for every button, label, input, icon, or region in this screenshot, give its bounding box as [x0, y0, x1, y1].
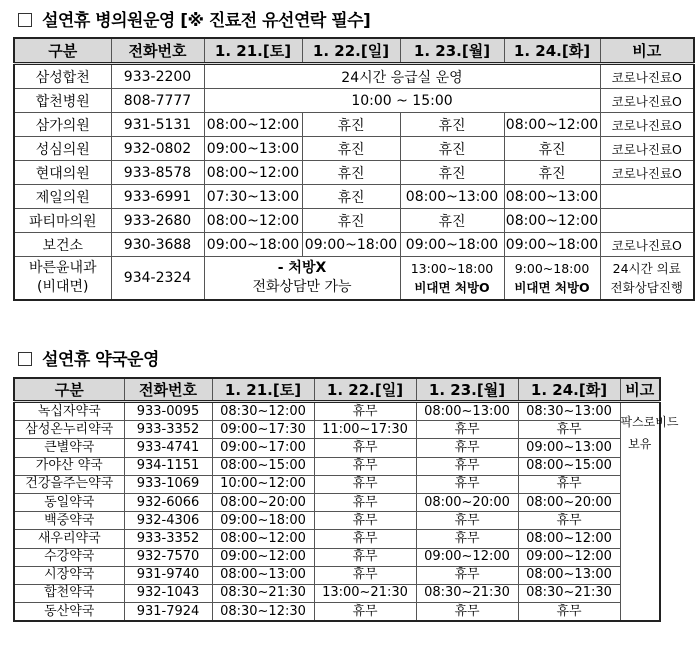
pharmacy-name: 수강약국 [14, 548, 124, 566]
clinic-name: 성심의원 [14, 137, 111, 161]
day3-line2: 비대면 처방O [414, 280, 490, 295]
pharmacy-day1: 08:30~21:30 [212, 584, 314, 602]
clinic-day3: 휴진 [400, 137, 504, 161]
pharmacy-day3: 휴무 [416, 530, 518, 548]
pharmacy-phone: 932-4306 [124, 512, 212, 530]
clinic-note: 코로나진료O [600, 137, 694, 161]
pharmacy-day3: 09:00~12:00 [416, 548, 518, 566]
pharmacy-day3: 휴무 [416, 512, 518, 530]
pharmacy-name: 가야산 약국 [14, 457, 124, 475]
clinic-note [600, 209, 694, 233]
clinic-note: 코로나진료O [600, 64, 694, 89]
header-day2: 1. 22.[일] [314, 378, 416, 402]
checkbox-square-icon [18, 352, 32, 366]
day3-line1: 13:00~18:00 [410, 261, 494, 276]
header-day4: 1. 24.[화] [518, 378, 620, 402]
note-line1: 24시간 의료 [612, 261, 681, 276]
header-note: 비고 [620, 378, 660, 402]
clinics-header-row [14, 38, 694, 64]
pharmacy-day4: 휴무 [518, 421, 620, 439]
clinic-day2: 09:00~18:00 [302, 233, 400, 257]
pharmacy-day2: 휴무 [314, 439, 416, 457]
note-line2: 보유 [628, 437, 652, 451]
day4-line1: 9:00~18:00 [514, 261, 590, 276]
clinic-day1: 09:00~13:00 [204, 137, 302, 161]
header-day4: 1. 24.[화] [504, 38, 600, 64]
section-title-clinics [18, 6, 370, 31]
pharmacy-day4: 09:00~13:00 [518, 439, 620, 457]
table-row [14, 257, 694, 301]
clinic-day3: 08:00~13:00 [400, 185, 504, 209]
pharmacy-day2: 13:00~21:30 [314, 584, 416, 602]
clinic-day4: 08:00~12:00 [504, 113, 600, 137]
pharmacy-day1: 08:30~12:00 [212, 402, 314, 421]
pharmacy-day4: 08:00~15:00 [518, 457, 620, 475]
clinic-day1: 07:30~13:00 [204, 185, 302, 209]
pharmacy-phone: 931-7924 [124, 603, 212, 622]
clinic-day1: 09:00~18:00 [204, 233, 302, 257]
pharmacy-phone: 934-1151 [124, 457, 212, 475]
clinic-note: 코로나진료O [600, 233, 694, 257]
pharmacy-day2: 11:00~17:30 [314, 421, 416, 439]
pharmacy-phone: 932-6066 [124, 493, 212, 511]
pharmacy-name: 동산약국 [14, 603, 124, 622]
pharmacy-day3: 08:30~21:30 [416, 584, 518, 602]
pharmacy-day3: 08:00~13:00 [416, 402, 518, 421]
pharmacy-day4: 휴무 [518, 475, 620, 493]
pharmacy-day2: 휴무 [314, 493, 416, 511]
clinic-name: 삼가의원 [14, 113, 111, 137]
table-row [14, 185, 694, 209]
pharmacy-name: 새우리약국 [14, 530, 124, 548]
clinic-note: 코로나진료O [600, 113, 694, 137]
clinic-day1: 08:00~12:00 [204, 209, 302, 233]
pharmacy-day1: 09:00~17:30 [212, 421, 314, 439]
pharmacy-day2: 휴무 [314, 402, 416, 421]
clinic-day2: 휴진 [302, 113, 400, 137]
table-row [14, 209, 694, 233]
note-line2: 전화상담진행 [610, 280, 683, 295]
table-row [14, 439, 660, 457]
header-category: 구분 [14, 38, 111, 64]
pharmacy-day2: 휴무 [314, 566, 416, 584]
pharmacy-phone: 933-4741 [124, 439, 212, 457]
pharmacies-header-row [14, 378, 660, 402]
clinic-day1: 08:00~12:00 [204, 113, 302, 137]
pharmacy-phone: 933-3352 [124, 421, 212, 439]
clinic-day3: 휴진 [400, 209, 504, 233]
pharmacy-phone: 933-0095 [124, 402, 212, 421]
pharmacy-day3: 휴무 [416, 475, 518, 493]
clinic-name-line2: (비대면) [37, 279, 89, 295]
header-day3: 1. 23.[월] [416, 378, 518, 402]
pharmacy-name: 합천약국 [14, 584, 124, 602]
clinic-day3 [400, 257, 504, 301]
pharmacies-title-text: 설연휴 약국운영 [42, 350, 159, 370]
clinics-table [13, 37, 695, 301]
clinic-name: 삼성합천 [14, 64, 111, 89]
clinic-day2: 휴진 [302, 185, 400, 209]
header-category: 구분 [14, 378, 124, 402]
clinic-phone: 933-8578 [111, 161, 204, 185]
pharmacy-name: 백중약국 [14, 512, 124, 530]
pharmacy-day2: 휴무 [314, 548, 416, 566]
clinic-note: 코로나진료O [600, 89, 694, 113]
pharmacy-day2: 휴무 [314, 530, 416, 548]
pharmacy-day2: 휴무 [314, 457, 416, 475]
table-row [14, 233, 694, 257]
pharmacies-table [13, 377, 679, 622]
clinic-note [600, 257, 694, 301]
pharmacy-note [620, 402, 679, 622]
table-row [14, 89, 694, 113]
header-note: 비고 [600, 38, 694, 64]
clinic-day3: 휴진 [400, 161, 504, 185]
clinic-note: 코로나진료O [600, 161, 694, 185]
pharmacy-day3: 휴무 [416, 457, 518, 475]
pharmacy-day1: 08:30~12:30 [212, 603, 314, 622]
pharmacy-day4: 08:00~12:00 [518, 530, 620, 548]
table-row [14, 603, 660, 622]
clinic-name-multiline [14, 257, 111, 301]
clinic-day4: 09:00~18:00 [504, 233, 600, 257]
table-row [14, 548, 660, 566]
merged-line1: - 처방X [277, 260, 327, 276]
pharmacy-phone: 933-1069 [124, 475, 212, 493]
clinic-name: 현대의원 [14, 161, 111, 185]
clinic-phone: 934-2324 [111, 257, 204, 301]
clinic-phone: 932-0802 [111, 137, 204, 161]
pharmacy-phone: 932-7570 [124, 548, 212, 566]
table-row [14, 113, 694, 137]
table-row [14, 530, 660, 548]
pharmacy-phone: 933-3352 [124, 530, 212, 548]
table-row [14, 137, 694, 161]
table-row [14, 584, 660, 602]
clinic-phone: 930-3688 [111, 233, 204, 257]
pharmacy-day3: 휴무 [416, 603, 518, 622]
pharmacy-name: 동일약국 [14, 493, 124, 511]
clinic-phone: 933-2680 [111, 209, 204, 233]
clinic-note [600, 185, 694, 209]
clinic-day1: 08:00~12:00 [204, 161, 302, 185]
pharmacy-day1: 08:00~15:00 [212, 457, 314, 475]
header-day1: 1. 21.[토] [212, 378, 314, 402]
pharmacy-phone: 931-9740 [124, 566, 212, 584]
clinic-day2: 휴진 [302, 161, 400, 185]
pharmacy-day1: 09:00~18:00 [212, 512, 314, 530]
checkbox-square-icon [18, 13, 32, 27]
table-row [14, 457, 660, 475]
clinic-name: 합천병원 [14, 89, 111, 113]
day4-line2: 비대면 처방O [514, 280, 590, 295]
header-day1: 1. 21.[토] [204, 38, 302, 64]
pharmacy-day4: 08:00~13:00 [518, 566, 620, 584]
pharmacy-day3: 08:00~20:00 [416, 493, 518, 511]
header-phone: 전화번호 [111, 38, 204, 64]
clinic-day4: 휴진 [504, 161, 600, 185]
pharmacy-day1: 09:00~12:00 [212, 548, 314, 566]
header-day3: 1. 23.[월] [400, 38, 504, 64]
clinic-day3: 09:00~18:00 [400, 233, 504, 257]
pharmacy-day1: 08:00~12:00 [212, 530, 314, 548]
table-row [14, 421, 660, 439]
table-row [14, 566, 660, 584]
table-row [14, 493, 660, 511]
merged-line2: 전화상담만 가능 [252, 279, 352, 295]
pharmacy-name: 삼성온누리약국 [14, 421, 124, 439]
clinic-phone: 931-5131 [111, 113, 204, 137]
clinic-phone: 933-2200 [111, 64, 204, 89]
pharmacy-name: 큰별약국 [14, 439, 124, 457]
table-row [14, 512, 660, 530]
pharmacy-day3: 휴무 [416, 421, 518, 439]
clinic-hours-merged: 24시간 응급실 운영 [204, 64, 600, 89]
clinic-name: 제일의원 [14, 185, 111, 209]
clinic-day4: 08:00~12:00 [504, 209, 600, 233]
clinic-phone: 808-7777 [111, 89, 204, 113]
pharmacy-day4: 휴무 [518, 512, 620, 530]
pharmacy-day2: 휴무 [314, 603, 416, 622]
clinic-name-line1: 바른윤내과 [28, 260, 97, 276]
pharmacy-phone: 932-1043 [124, 584, 212, 602]
clinics-title-text: 설연휴 병의원운영 [※ 진료전 유선연락 필수] [42, 11, 371, 31]
clinic-day2: 휴진 [302, 209, 400, 233]
pharmacy-day1: 08:00~13:00 [212, 566, 314, 584]
clinic-day3: 휴진 [400, 113, 504, 137]
clinic-name: 파티마의원 [14, 209, 111, 233]
pharmacy-day4: 09:00~12:00 [518, 548, 620, 566]
pharmacy-day4: 08:30~13:00 [518, 402, 620, 421]
pharmacy-day1: 08:00~20:00 [212, 493, 314, 511]
clinic-hours-merged [204, 257, 400, 301]
pharmacy-day4: 08:30~21:30 [518, 584, 620, 602]
table-row [14, 475, 660, 493]
pharmacy-day4: 08:00~20:00 [518, 493, 620, 511]
clinic-day2: 휴진 [302, 137, 400, 161]
pharmacy-name: 시장약국 [14, 566, 124, 584]
pharmacy-day1: 09:00~17:00 [212, 439, 314, 457]
pharmacy-name: 녹십자약국 [14, 402, 124, 421]
table-row [14, 64, 694, 89]
clinic-hours-merged: 10:00 ~ 15:00 [204, 89, 600, 113]
table-row [14, 402, 660, 421]
clinic-phone: 933-6991 [111, 185, 204, 209]
header-day2: 1. 22.[일] [302, 38, 400, 64]
pharmacy-name: 건강을주는약국 [14, 475, 124, 493]
note-line1: 팍스로비드 [620, 415, 679, 429]
pharmacy-day2: 휴무 [314, 475, 416, 493]
pharmacy-day2: 휴무 [314, 512, 416, 530]
pharmacy-day4: 휴무 [518, 603, 620, 622]
table-row [14, 161, 694, 185]
clinic-day4: 휴진 [504, 137, 600, 161]
pharmacy-day3: 휴무 [416, 566, 518, 584]
clinic-day4 [504, 257, 600, 301]
pharmacy-day1: 10:00~12:00 [212, 475, 314, 493]
header-phone: 전화번호 [124, 378, 212, 402]
clinic-name: 보건소 [14, 233, 111, 257]
pharmacy-day3: 휴무 [416, 439, 518, 457]
section-title-pharmacies [18, 345, 159, 370]
clinic-day4: 08:00~13:00 [504, 185, 600, 209]
